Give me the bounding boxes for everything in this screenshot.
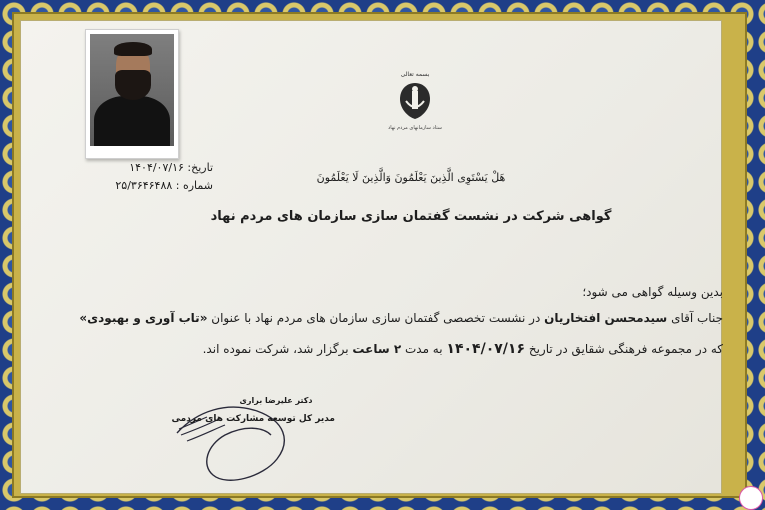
body-line-3 bbox=[81, 341, 723, 357]
line3-mid: به مدت bbox=[404, 342, 443, 356]
certificate-paper bbox=[20, 20, 722, 494]
signer-name: دکتر علیرضا براری bbox=[239, 396, 313, 405]
number-field bbox=[63, 179, 213, 192]
handwritten-signature bbox=[167, 371, 307, 491]
line2-prefix: جناب آقای bbox=[671, 311, 723, 325]
session-title: «تاب آوری و بهبودی» bbox=[79, 311, 208, 325]
body-line-1: بدین وسیله گواهی می شود؛ bbox=[582, 285, 723, 299]
certificate-title: گواهی شرکت در نشست گفتمان سازی سازمان های مردم نهاد bbox=[210, 209, 612, 224]
number-value: ۲۵/۳۶۴۶۴۸۸ bbox=[115, 179, 173, 192]
date-label: تاریخ: bbox=[187, 161, 213, 174]
date-value: ۱۴۰۴/۰۷/۱۶ bbox=[129, 161, 184, 174]
line2-mid: در نشست تخصصی گفتمان سازی سازمان های مردم نهاد با عنوان bbox=[211, 311, 541, 325]
quran-verse: هَلْ یَسْتَوِی الَّذِینَ یَعْلَمُونَ وَالَّذِینَ لَا یَعْلَمُونَ bbox=[316, 171, 506, 184]
duration: ۲ ساعت bbox=[352, 342, 402, 356]
basmala-text: بسمه تعالی bbox=[400, 71, 430, 78]
line3-suffix: برگزار شد، شرکت نموده اند. bbox=[202, 342, 349, 356]
organization-caption: ستاد سازمانهای مردم نهاد bbox=[388, 125, 442, 131]
watermark-logo-icon bbox=[739, 486, 763, 510]
organization-logo-icon bbox=[398, 81, 432, 121]
number-label: شماره : bbox=[175, 179, 213, 192]
signer-title: مدیر کل توسعه مشارکت های مردمی bbox=[171, 414, 335, 424]
portrait-photo bbox=[85, 29, 179, 159]
body-line-2 bbox=[81, 311, 723, 325]
line3-prefix: که در مجموعه فرهنگی شقایق در تاریخ bbox=[528, 342, 723, 356]
person-name: سیدمحسن افتخاریان bbox=[544, 311, 668, 325]
date-field bbox=[63, 161, 213, 174]
event-date: ۱۴۰۴/۰۷/۱۶ bbox=[446, 341, 526, 357]
